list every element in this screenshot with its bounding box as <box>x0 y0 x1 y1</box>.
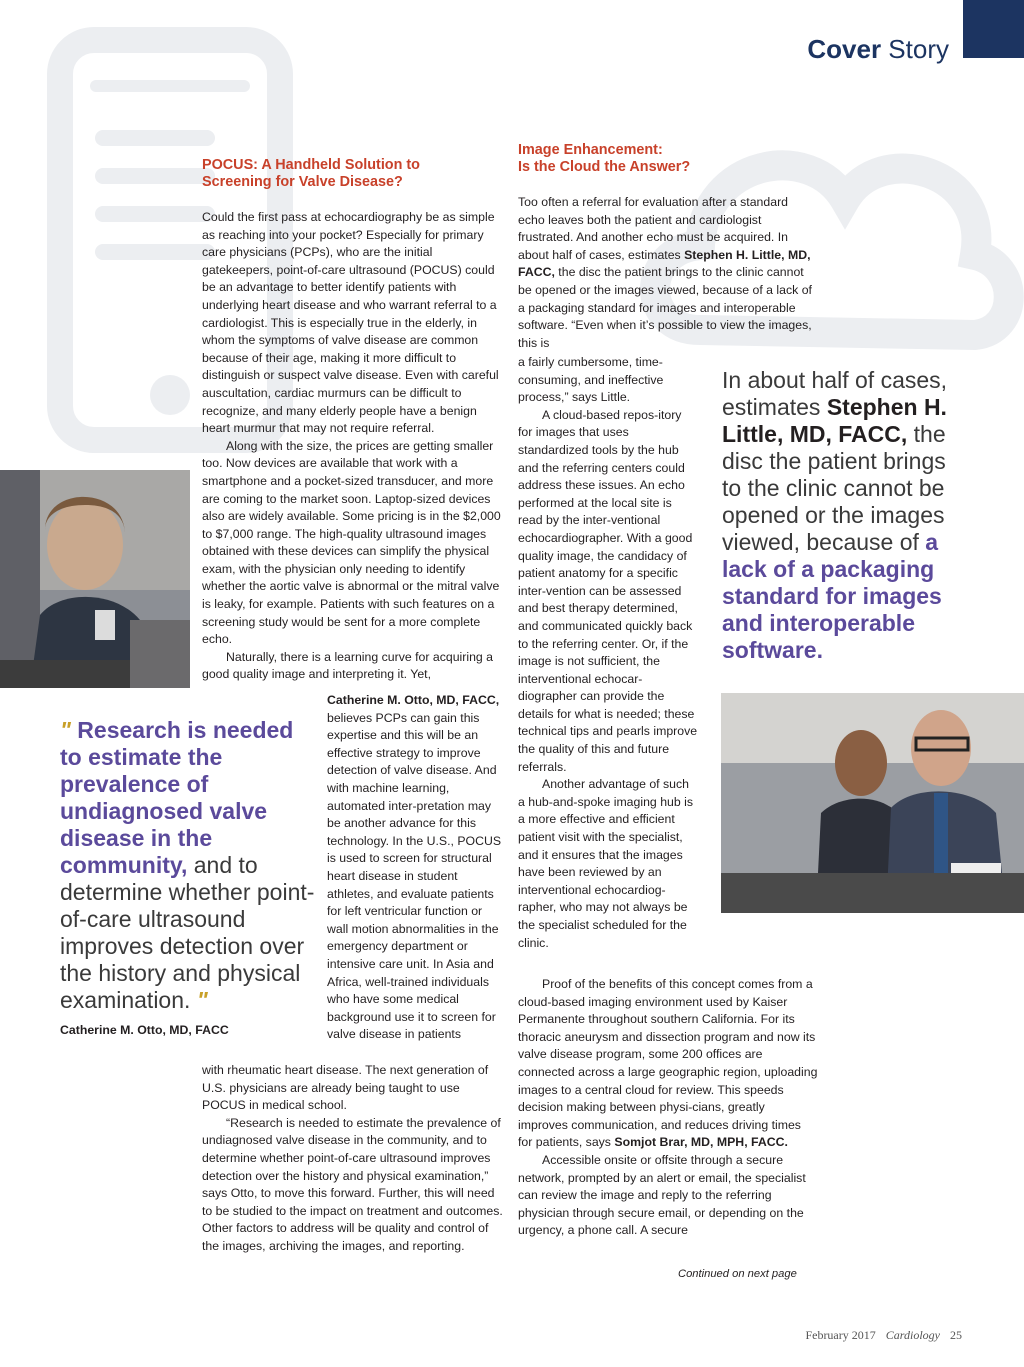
article1-column-top <box>202 157 503 684</box>
open-quote-mark: " <box>60 717 71 743</box>
issue-date: February 2017 <box>805 1328 876 1342</box>
article2-column-top <box>518 142 814 352</box>
speaker-photo-woman <box>0 470 190 688</box>
article2-column-bottom <box>518 976 818 1240</box>
article1-paragraph: Along with the size, the prices are getting smaller too. Now devices are available that work with a smartphone and a pocket-sized transducer, and more are coming to the market soon. Laptop-sized devices also are widely available. Some pricing is in the $2,000 to $7,000 range. The high-quality ultrasound images obtained with these devices can simplify the physical exam, with the physician only needing to identify whether the aortic valve is abnormal or the mitral valve is leaky, for example. Patients with such features on a screening study would be sent for a more complete echo. <box>202 438 501 647</box>
article2-paragraph: Too often a referral for evaluation after a standard echo leaves both the patient and cardiologist frustrated. And another echo must be acquired. In about half of cases, estimates Stephen H. Little, MD, FACC, the disc the patient brings to the clinic cannot be opened or the images viewed, because of a lack of a packaging standard for images and interoperable software. “Even when it’s possible to view the images, this is <box>518 195 812 350</box>
close-quote-mark: " <box>196 987 208 1013</box>
article1-column-narrow: Catherine M. Otto, MD, FACC, believes PCPs can gain this expertise and this will be an effective strategy to improve detection of valve disease. And with machine learning, automated inter-pretation may be another advance for this technology. In the U.S., POCUS is used to screen for structural heart disease in student athletes, and evaluate patients for left ventricular function or wall motion abnormalities in the emergency department or intensive care unit. In Asia and Africa, well-trained individuals who have some medical background use it to screen for valve disease in patients <box>327 693 502 1042</box>
article2-paragraph: Accessible onsite or offsite through a secure network, prompted by an alert or email, the specialist can review the image and reply to the referring physician through secure email, or depending on the urgency, a phone call. A secure <box>518 1152 806 1238</box>
article1-paragraph: “Research is needed to estimate the prevalence of undiagnosed valve disease in the community, and to determine whether point-of-care ultrasound improves detection over the history and physical examination,” says Otto, to move this forward. Further, this will need to be studied to the impact on treatment and outcomes. Other factors to address will be quality and control of the images, archiving the images, and reporting. <box>202 1115 503 1253</box>
article2-paragraph: Another advantage of such a hub-and-spoke imaging hub is a more effective and efficient patient visit with the specialist, and it ensures that the images have been reviewed by an interventional echocardiog-rapher, who may not always be the specialist scheduled for the clinic. <box>518 777 694 950</box>
article1-heading: POCUS: A Handheld Solution to Screening for Valve Disease? <box>202 157 420 190</box>
page-number: 25 <box>950 1328 962 1342</box>
page-footer <box>805 1328 962 1343</box>
magazine-name: Cardiology <box>885 1328 940 1342</box>
article1-paragraph: with rheumatic heart disease. The next generation of U.S. physicians are already being taught to use POCUS in medical school. <box>202 1063 489 1113</box>
article2-paragraph: a fairly cumbersome, time-consuming, and ineffective process,” says Little. <box>518 355 664 405</box>
person-name: Catherine M. Otto, MD, FACC, <box>327 693 500 707</box>
pullquote-little: In about half of cases, estimates Stephen H. Little, MD, FACC, the disc the patient brings to the clinic cannot be opened or the images viewed, because of a lack of a packaging standard for images and interoperable software. <box>722 367 948 663</box>
continued-note: Continued on next page <box>678 1268 797 1280</box>
article1-column-bottom <box>202 1062 503 1256</box>
article2-heading: Image Enhancement: Is the Cloud the Answer? <box>518 142 691 175</box>
section-label: Cover Story <box>807 34 949 64</box>
pullquote-otto: " Research is needed to estimate the prevalence of undiagnosed valve disease in the community, and to determine whether point-of-care ultrasound improves detection over the history and physical examination. " <box>60 717 315 1013</box>
article1-paragraph: Naturally, there is a learning curve for acquiring a good quality image and interpreting it. Yet, <box>202 649 494 682</box>
speaker-photo-men <box>721 693 1024 913</box>
article2-column-narrow <box>518 354 698 952</box>
article2-paragraph: Proof of the benefits of this concept comes from a cloud-based imaging environment used by Kaiser Permanente throughout southern California. For its thoracic aneurysm and dissection program and now its valve disease program, some 200 offices are connected across a large geographic region, uploading images to a central cloud for review. This speeds decision making between physi-cians, greatly improves communication, and reduces driving times for patients, says Somjot Brar, MD, MPH, FACC. <box>518 977 818 1150</box>
article2-paragraph: A cloud-based repos-itory for images that uses standardized tools by the hub and the referring centers could address these issues. An echo performed at the local site is read by the inter-ventional echocardiographer. With a good quality image, the candidacy of patient anatomy for a specific inter-vention can be assessed and best therapy determined, and communicated quickly back to the referring center. Or, if the image is not sufficient, the interventional echocar-diographer can provide the details for what is needed; these technical tips and pearls improve the quality of this and future referrals. <box>518 407 698 774</box>
article1-paragraph: Could the first pass at echocardiography be as simple as reaching into your pocket? Especially for primary care physicians (PCPs), who are the initial gatekeepers, point-of-care ultrasound (POCUS) could be an advantage to better identify patients with underlying heart disease and who warrant referral to a cardiologist. This is especially true in the elderly, in whom the symptoms of valve disease are common because of their age, making it more difficult to distinguish or suspect valve disease. Even with careful auscultation, cardiac murmurs can be difficult to recognize, and many elderly people have a benign heart murmur that may not require referral. <box>202 210 499 436</box>
pullquote-attribution: Catherine M. Otto, MD, FACC <box>60 1023 229 1037</box>
